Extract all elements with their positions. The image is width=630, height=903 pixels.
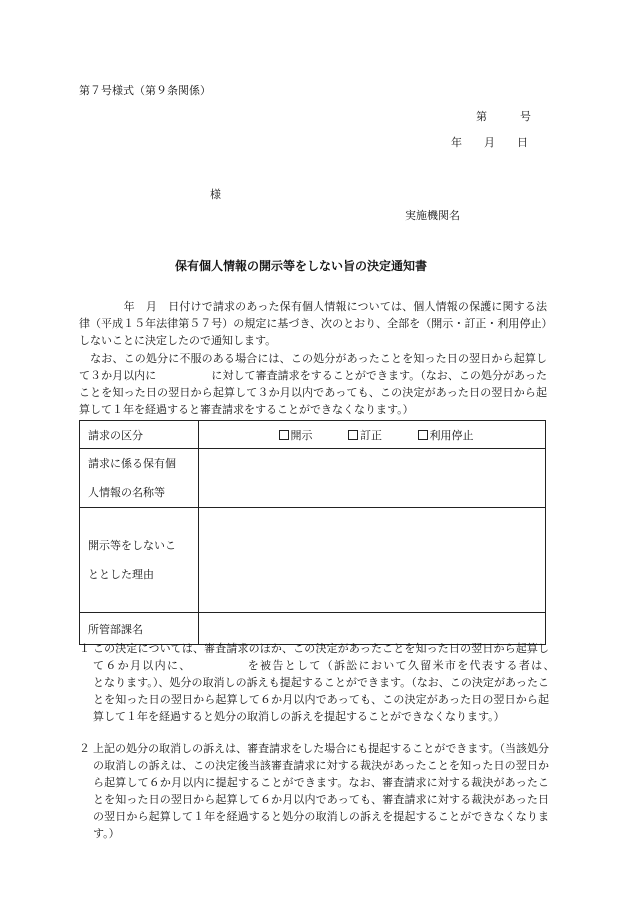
document-title: 保有個人情報の開示等をしない旨の決定通知書 [175,259,428,273]
body-paragraph-2: なお、この処分に不服のある場合には、この処分があったことを知った日の翌日から起算して３か月以内に に対して審査請求をすることができます。（なお、この処分があったことを知った日の翌日から起算して３か月以内であっても、この決定があった日の翌日から起算して１年を経過すると審査請求をすることができなくなります。） [79,352,547,416]
table-row [80,421,546,449]
option-correction[interactable]: 訂正 [348,427,382,443]
reason-value [199,508,546,613]
department-label: 所管部課名 [80,613,199,645]
info-name-value [199,449,546,508]
issue-date: 年 月 日 [451,136,528,149]
document-number: 第 号 [476,110,531,123]
agency-name-label: 実施機関名 [405,209,460,222]
note-2: ２ 上記の処分の取消しの訴えは、審査請求をした場合にも提起することができます。（当該処分の取消しの訴えは、この決定後当該審査請求に対する裁決があったことを知った日の翌日から起算して６か月以内に提起することができます。なお、審査請求に対する裁決があったことを知った日の翌日から起算して６か月以内であっても、審査請求に対する裁決があった日の翌日から起算して１年を経過すると処分の取消しの訴えを提起することができなくなります。） [79,742,549,840]
checkbox-icon [279,430,289,440]
checkbox-icon [418,430,428,440]
checkbox-icon [348,430,358,440]
request-type-label: 請求の区分 [80,421,199,449]
recipient-suffix: 様 [210,188,221,201]
body-paragraph-1: 年 月 日付けで請求のあった保有個人情報については、個人情報の保護に関する法律（平成１５年法律第５７号）の規定に基づき、次のとおり、全部を（開示・訂正・利用停止）しないことに決定したので通知します。 [79,300,547,347]
form-number: 第７号様式（第９条関係） [79,84,211,97]
option-suspension[interactable]: 利用停止 [418,427,474,443]
table-row [80,508,546,613]
request-type-options [199,421,546,449]
info-name-label: 請求に係る保有個 人情報の名称等 [80,449,199,508]
reason-label: 開示等をしないこ ととした理由 [80,508,199,613]
option-disclosure[interactable]: 開示 [279,427,313,443]
note-1: １ この決定については、審査請求のほか、この決定があったことを知った日の翌日から起算して６か月以内に、 を被告として（訴訟において久留米市を代表する者は、 となります。）、処分の取消しの訴えも提起することができます。（なお、この決定があったことを知った日の翌日から起算して６か月以内であっても、この決定があった日の翌日から起算して１年を経過すると処分の取消しの訴えを提起することができなくなります。） [79,642,604,723]
table-row [80,449,546,508]
decision-table [79,420,546,645]
